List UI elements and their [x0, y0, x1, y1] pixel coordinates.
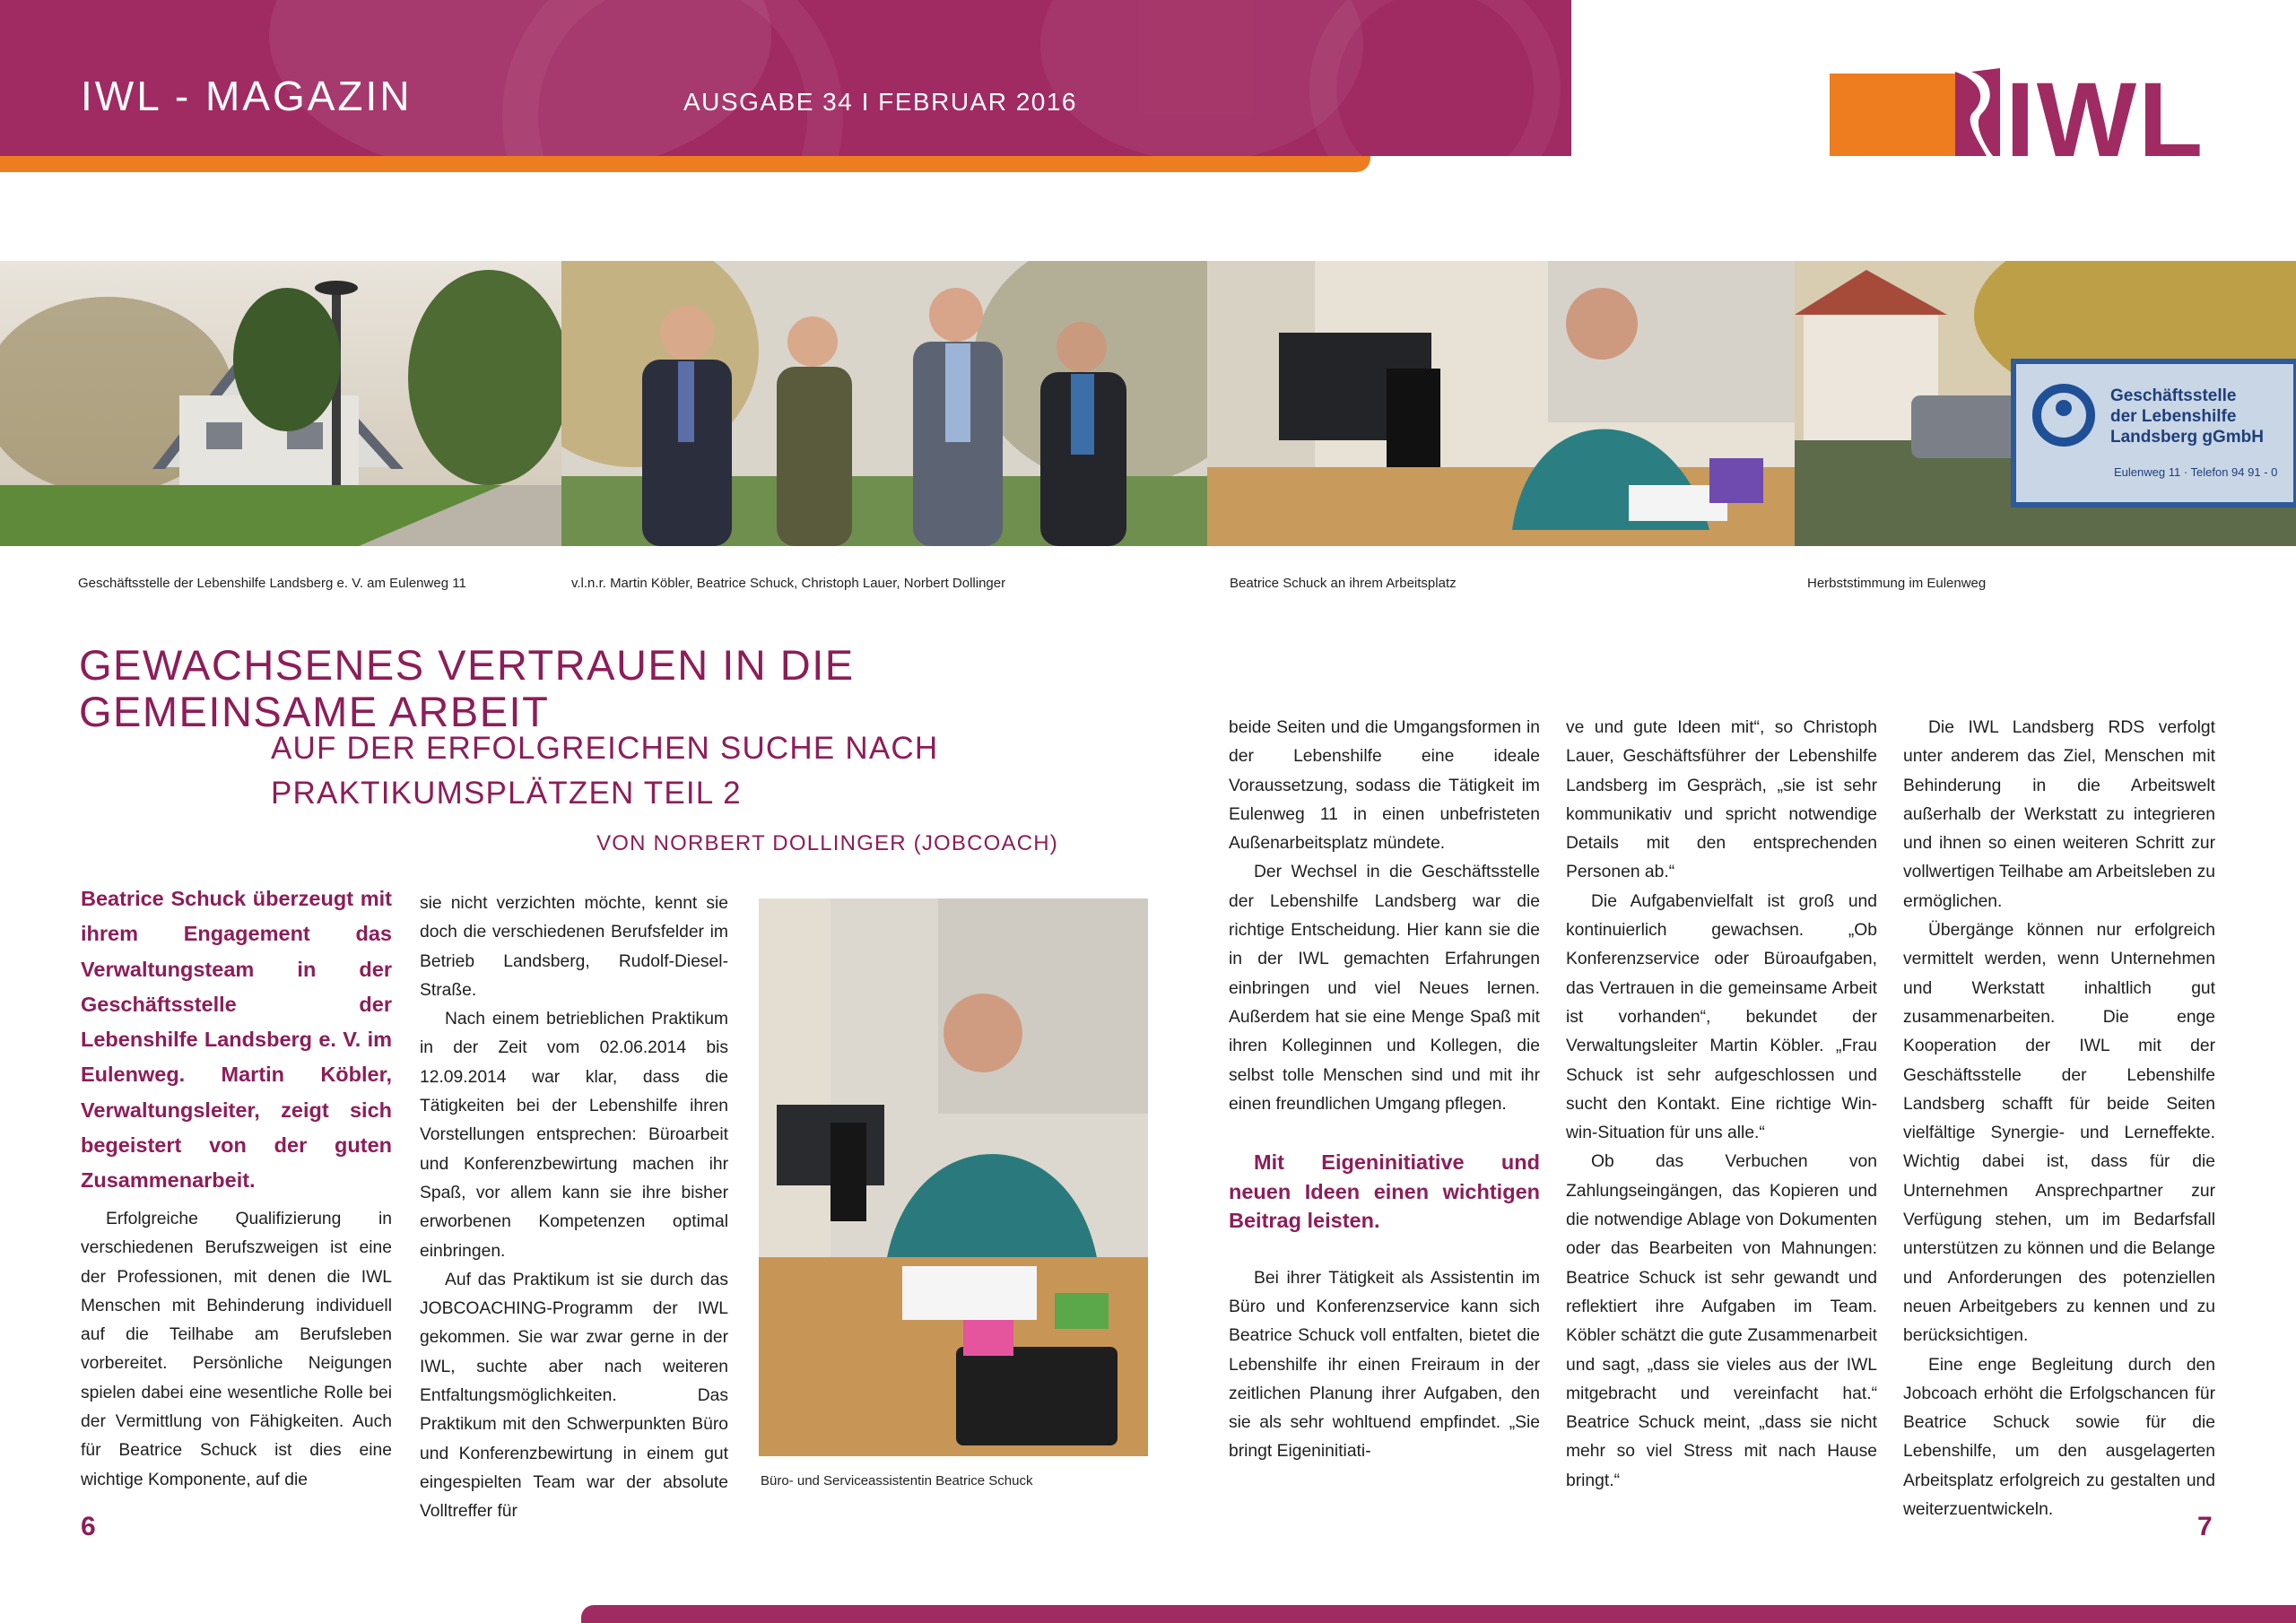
- text-column-1: [81, 1205, 392, 1495]
- text-column-2: [420, 890, 728, 1527]
- article-lead: Beatrice Schuck überzeugt mit ihrem Engagement das Verwaltungsteam in der Geschäftsstelle der Lebenshilfe Landsberg e. V. im Eulenweg. Martin Köbler, Verwaltungsleiter, zeigt sich begeistert von der guten Zusammenarbeit.: [81, 887, 392, 1193]
- spacer: [1229, 1236, 1540, 1264]
- paragraph: Erfolgreiche Qualifizierung in verschiedenen Berufszweigen ist eine der Professionen, mit denen die IWL Menschen mit Behinderung individuell auf die Teilhabe am Berufsleben vorbereitet. Persönliche Neigungen spielen dabei eine wesentliche Rolle bei der Vermittlung von Fähigkeiten. Auch für Beatrice Schuck ist dies eine wichtige Komponente, auf die: [81, 1210, 392, 1489]
- photo-caption: v.l.n.r. Martin Köbler, Beatrice Schuck, Christoph Lauer, Norbert Dollinger: [571, 576, 1006, 591]
- photo-caption: Geschäftsstelle der Lebenshilfe Landsberg e. V. am Eulenweg 11: [78, 576, 466, 591]
- text-column-4: [1566, 714, 1877, 1496]
- page-number-left: 6: [81, 1512, 96, 1541]
- paragraph: Der Wechsel in die Geschäftsstelle der Lebenshilfe Landsberg war die richtige Entscheidung. Hier kann sie die in der IWL gemachten Erfahrungen einbringen und viel Neues lernen. Außerdem hat sie eine Menge Spaß mit ihren Kolleginnen und Kollegen, die selbst tolle Menschen sind und mit ihr einen freundlichen Umgang pflegen.: [1229, 863, 1540, 1114]
- paragraph: Ob das Verbuchen von Zahlungseingängen, das Kopieren und die notwendige Ablage von Dokumenten oder das Bearbeiten von Mahnungen: Beatrice Schuck ist sehr gewandt und reflektiert ihre Aufgaben im Team. Köbler schätzt die gute Zusammenarbeit und sagt, „dass sie vieles aus der IWL mitgebracht und vereinfacht hat.“ Beatrice Schuck meint, „dass sie nicht mehr so viel Stress mit nach Hause bringt.“: [1566, 1152, 1877, 1490]
- photo-caption: Büro- und Serviceassistentin Beatrice Schuck: [761, 1473, 1033, 1488]
- article-byline: VON NORBERT DOLLINGER (JOBCOACH): [596, 831, 1058, 855]
- iwl-logo: [1830, 63, 2215, 161]
- photo-caption: Herbststimmung im Eulenweg: [1807, 576, 1987, 591]
- paragraph: sie nicht verzichten möchte, kennt sie doch die verschiedenen Berufsfelder im Betrieb Landsberg, Rudolf-Diesel-Straße.: [420, 894, 728, 1000]
- photo-desk: [1207, 261, 1795, 546]
- page-number-right: 7: [2197, 1512, 2213, 1541]
- sign-address: Eulenweg 11 · Telefon 94 91 - 0: [2114, 465, 2278, 479]
- article-subhead: Mit Eigeninitiative und neuen Ideen einen wichtigen Beitrag leisten.: [1229, 1150, 1540, 1233]
- photo-sign: [1795, 261, 2296, 546]
- sign-line-3: Landsberg gGmbH: [2110, 428, 2265, 447]
- photo-group: [561, 261, 1207, 546]
- paragraph: beide Seiten und die Umgangsformen in der Lebenshilfe eine ideale Voraussetzung, sodass die Tätigkeit im Eulenweg 11 in einen unbefristeten Außenarbeitsplatz mündete.: [1229, 718, 1540, 854]
- photo-caption: Beatrice Schuck an ihrem Arbeitsplatz: [1230, 576, 1457, 591]
- footer-bar: [581, 1605, 2296, 1623]
- spacer: [1229, 1119, 1540, 1148]
- photo-portrait: [759, 898, 1148, 1456]
- text-column-5: [1903, 714, 2215, 1524]
- sign-line-2: der Lebenshilfe: [2110, 407, 2237, 426]
- logo-wordmark: IWL: [2005, 63, 2205, 161]
- article-subheadline: [271, 726, 988, 816]
- text-column-3: [1229, 714, 1540, 1467]
- paragraph: Die IWL Landsberg RDS verfolgt unter anderem das Ziel, Menschen mit Behinderung in die Arbeitswelt außerhalb der Werkstatt zu integrieren und ihnen so einen weiteren Schritt zur vollwertigen Teilhabe am Arbeitsleben zu ermöglichen.: [1903, 718, 2215, 911]
- article-headline: GEWACHSENES VERTRAUEN IN DIE GEMEINSAME ARBEIT: [79, 641, 855, 735]
- photo-building: [0, 261, 561, 546]
- subheadline-line: AUF DER ERFOLGREICHEN SUCHE NACH: [271, 731, 939, 766]
- magazine-title: IWL - MAGAZIN: [81, 73, 413, 119]
- paragraph: Auf das Praktikum ist sie durch das JOBCOACHING-Programm der IWL gekommen. Sie war zwar gerne in der IWL, suchte aber nach weiteren Entfaltungsmöglichkeiten. Das Praktikum mit den Schwerpunkten Büro und Konferenzbewirtung in einem gut eingespielten Team war der absolute Volltreffer für: [420, 1270, 728, 1522]
- paragraph: ve und gute Ideen mit“, so Christoph Lauer, Geschäftsführer der Lebenshilfe Landsberg im Gespräch, „sie ist sehr kommunikativ und spricht notwendige Details mit den entsprechenden Personen ab.“: [1566, 718, 1877, 882]
- header-accent-stripe: [0, 156, 1370, 172]
- subheadline-line: PRAKTIKUMSPLÄTZEN TEIL 2: [271, 776, 742, 811]
- sign-line-1: Geschäftsstelle: [2110, 386, 2237, 405]
- issue-label: AUSGABE 34 I FEBRUAR 2016: [683, 88, 1078, 116]
- paragraph: Eine enge Begleitung durch den Jobcoach erhöht die Erfolgschancen für Beatrice Schuck sowie für die Lebenshilfe, um den ausgelagerten Arbeitsplatz erfolgreich zu gestalten und weiterzuentwickeln.: [1903, 1355, 2215, 1520]
- paragraph: Bei ihrer Tätigkeit als Assistentin im Büro und Konferenzservice kann sich Beatrice Schuck voll entfalten, bietet die Lebenshilfe ihr einen Freiraum in der zeitlichen Planung ihrer Aufgaben, den sie als sehr wohltuend empfindet. „Sie bringt Eigeninitiati-: [1229, 1268, 1540, 1462]
- paragraph: Die Aufgabenvielfalt ist groß und kontinuierlich gewachsen. „Ob Konferenzservice oder Büroaufgaben, das Vertrauen in die gemeinsame Arbeit ist vorhanden“, bekundet der Verwaltungsleiter Martin Köbler. „Frau Schuck ist sehr aufgeschlossen und sucht den Kontakt. Eine richtige Win-win-Situation für uns alle.“: [1566, 891, 1877, 1143]
- paragraph: Übergänge können nur erfolgreich vermittelt werden, wenn Unternehmen und Werkstatt inhaltlich gut zusammenarbeiten. Die enge Kooperation der IWL mit der Geschäftsstelle der Lebenshilfe Landsberg schafft für beide Seiten vielfältige Synergie- und Lerneffekte. Wichtig dabei ist, dass für die Unternehmen Ansprechpartner zur Verfügung stehen, um im Bedarfsfall unterstützen zu können und die Belange und Anforderungen des potenziellen neuen Arbeitgebers zu kennen und zu berücksichtigen.: [1903, 921, 2215, 1346]
- paragraph: Nach einem betrieblichen Praktikum in der Zeit vom 02.06.2014 bis 12.09.2014 war klar, dass die Tätigkeiten bei der Lebenshilfe ihren Vorstellungen entsprechen: Büroarbeit und Konferenzbewirtung machen ihr Spaß, vor allem kann sie ihre bisher erworbenen Kompetenzen optimal einbringen.: [420, 1010, 728, 1261]
